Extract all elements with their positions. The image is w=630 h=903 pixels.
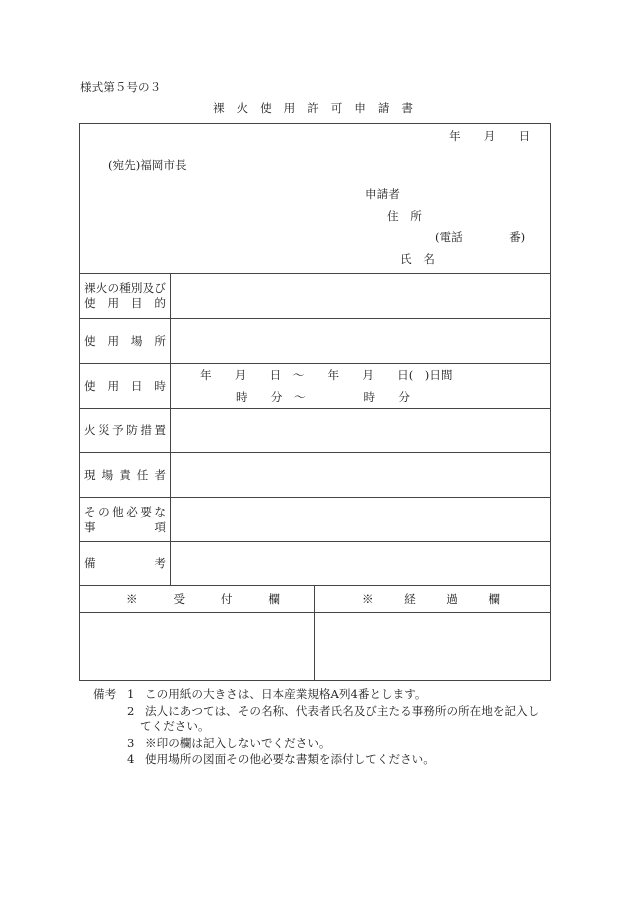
- row-label-line: 事項: [84, 519, 166, 534]
- row-label-line: 使用場所: [84, 333, 166, 348]
- note-text: 法人にあつては、その名称、代表者氏名及び主たる事務所の所在地を記入し: [145, 704, 540, 718]
- usage-datetime-field[interactable]: [171, 364, 551, 408]
- office-use-body-row: [79, 612, 551, 681]
- note-number: 1: [127, 687, 135, 701]
- notes-heading: 備考: [93, 687, 117, 701]
- row-other-matters: [79, 497, 551, 541]
- row-label: [79, 409, 171, 452]
- row-site-manager: [79, 452, 551, 497]
- row-label-line: その他必要な: [84, 504, 166, 519]
- row-label: [79, 319, 171, 363]
- fire-prevention-field[interactable]: [171, 409, 551, 452]
- row-label-line: 火災予防措置: [84, 423, 166, 437]
- note-text-continued: てください。: [140, 719, 210, 733]
- fire-type-purpose-field[interactable]: [171, 274, 551, 318]
- row-label-line: 現場責任者: [84, 467, 166, 482]
- application-table: [79, 123, 551, 681]
- note-text: この用紙の大きさは、日本産業規格A列4番とします。: [145, 687, 427, 701]
- addressee: (宛先)福岡市長: [108, 158, 187, 172]
- row-usage-datetime: [79, 363, 551, 408]
- usage-location-field[interactable]: [171, 319, 551, 363]
- applicant-phone-field[interactable]: (電話 番): [435, 230, 526, 244]
- note-number: 3: [127, 736, 135, 750]
- applicant-address-field[interactable]: 住 所: [387, 209, 422, 223]
- receipt-column-label: ※受付欄: [126, 592, 280, 606]
- row-label: [79, 274, 171, 318]
- form-title: 裸火使用許可申請書: [213, 101, 413, 115]
- row-label: [79, 498, 171, 541]
- progress-field: [315, 613, 551, 681]
- row-label-line: 備考: [84, 556, 166, 570]
- row-label-line: 使用目的: [84, 296, 166, 310]
- applicant-name-field[interactable]: 氏 名: [400, 252, 435, 266]
- office-use-header-row: [79, 585, 551, 612]
- note-text: ※印の欄は記入しないでください。: [145, 736, 331, 750]
- row-label: [79, 453, 171, 497]
- remarks-field[interactable]: [171, 542, 551, 585]
- row-usage-location: [79, 318, 551, 363]
- row-fire-prevention: [79, 408, 551, 452]
- note-number: 4: [127, 752, 135, 766]
- applicant-label: 申請者: [365, 187, 400, 201]
- row-label: [79, 542, 171, 585]
- application-date-field[interactable]: 年 月 日: [449, 129, 531, 143]
- progress-header-cell: [315, 586, 551, 612]
- progress-column-label: ※経過欄: [362, 592, 500, 606]
- receipt-field: [79, 613, 315, 681]
- row-fire-type-purpose: [79, 273, 551, 318]
- row-label-line: 使用日時: [84, 378, 166, 393]
- other-matters-field[interactable]: [171, 498, 551, 541]
- usage-time-range: 時 分 ～ 時 分: [236, 390, 410, 404]
- row-label-line: 裸火の種別及び: [84, 281, 166, 295]
- site-manager-field[interactable]: [171, 453, 551, 497]
- usage-date-range: 年 月 日 ～ 年 月 日( )日間: [200, 368, 453, 382]
- note-number: 2: [127, 704, 135, 718]
- receipt-header-cell: [79, 586, 315, 612]
- row-label: [79, 364, 171, 408]
- row-remarks: [79, 541, 551, 585]
- form-number: 様式第５号の３: [80, 80, 162, 94]
- note-text: 使用場所の図面その他必要な書類を添付してください。: [145, 752, 435, 766]
